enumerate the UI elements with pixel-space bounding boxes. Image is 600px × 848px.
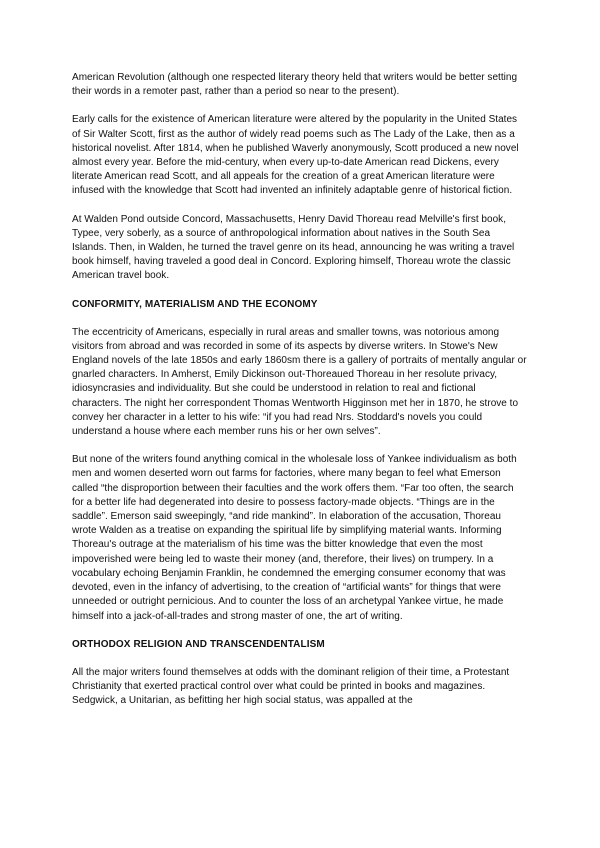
section-heading-conformity: CONFORMITY, MATERIALISM AND THE ECONOMY: [72, 298, 318, 310]
paragraph-thoreau-travel: At Walden Pond outside Concord, Massachusetts, Henry David Thoreau read Melville's first book, Typee, very soberly, as a source of anthropological information about natives in the South Sea Islands. Then, in Walden, he turned the travel genre on its head, announcing he was writing a travel book himself, having traveled a good deal in Concord. Exploring himself, Thoreau wrote the classic American travel book.: [72, 213, 515, 282]
section-heading-religion: ORTHODOX RELIGION AND TRANSCENDENTALISM: [72, 638, 325, 650]
document-body: [72, 71, 527, 722]
paragraph-protestant-christianity: All the major writers found themselves at odds with the dominant religion of their time, a Protestant Christianity that exerted practical control over what could be printed in books and magazines. Sedgwick, a Unitarian, as befitting her high social status, was appalled at the: [72, 666, 510, 707]
paragraph-american-revolution: American Revolution (although one respected literary theory held that writers would be better setting their words in a remoter past, rather than a period so near to the present).: [72, 72, 518, 98]
paragraph-yankee-individualism: But none of the writers found anything comical in the wholesale loss of Yankee individualism as both men and women deserted worn out farms for factories, where many began to feel what Emerson called “the disproportion between their faculties and the work offers them. “Far too often, the search for a better life had degenerated into desire to possess factory-made objects. “Things are in the saddle”. Emerson said sweepingly, “and ride mankind”. In elaboration of the accusation, Thoreau wrote Walden as a treatise on expanding the spiritual life by simplifying material wants. Informing Thoreau's outrage at the materialism of his time was the bitter knowledge that even the most impoverished were being led to waste their money (and, therefore, their lives) on trumpery. In a vocabulary echoing Benjamin Franklin, he condemned the emerging consumer economy that was devoted, even in the infancy of advertising, to the creation of “artificial wants” for things that were unneeded or outright pernicious. And to counter the loss of an archetypal Yankee virtue, he made himself into a jack-of-all-trades and strong master of one, the art of writing.: [72, 454, 517, 622]
paragraph-walter-scott: Early calls for the existence of American literature were altered by the popularity in the United States of Sir Walter Scott, first as the author of widely read poems such as The Lady of the Lake, then as a historical novelist. After 1814, when he published Waverly anonymously, Scott produced a new novel almost every year. Before the mid-century, when every up-to-date American read Dickens, every literate American read Scott, and all appeals for the creation of a great American literature were infused with the knowledge that Scott had invented an infinitely adaptable genre of historical fiction.: [72, 114, 519, 197]
paragraph-eccentricity: The eccentricity of Americans, especially in rural areas and smaller towns, was notorious among visitors from abroad and was recorded in some of its aspects by diverse writers. In Stowe's New England novels of the late 1850s and early 1860sm there is a gallery of portraits of mentally angular or gnarled characters. In Amherst, Emily Dickinson out-Thoreaued Thoreau in her resolute privacy, idiosyncrasies and individuality. But she could be understood in relation to real and fictional characters. The night her correspondent Thomas Wentworth Higginson met her in 1870, he strove to convey her character in a letter to his wife: “if you had read Nrs. Stoddard's novels you could understand a house where each member runs his or her own selves”.: [72, 326, 527, 438]
